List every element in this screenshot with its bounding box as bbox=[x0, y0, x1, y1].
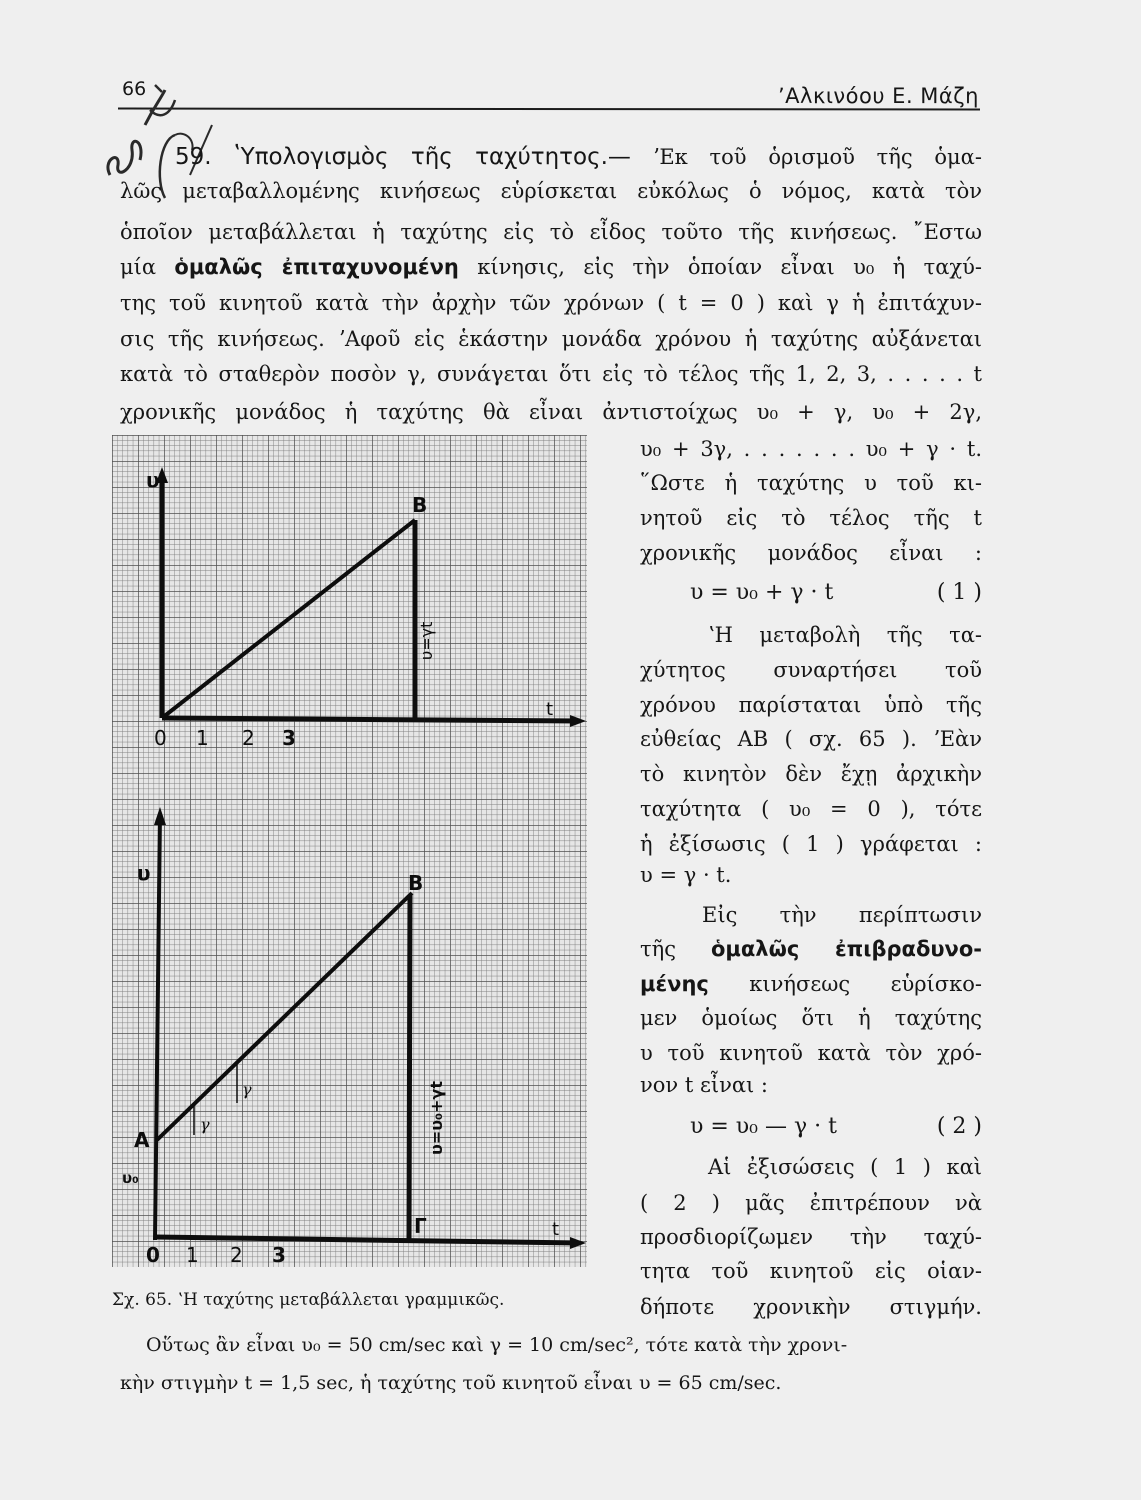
lower-step-label-1: γ bbox=[200, 1115, 210, 1134]
lower-intercept-label: υ₀ bbox=[122, 1169, 139, 1187]
side-line: νον t εἶναι : bbox=[640, 1073, 769, 1097]
lower-step-label-2: γ bbox=[242, 1080, 252, 1099]
lower-tick-0: 0 bbox=[146, 1243, 160, 1267]
equation-1-number: ( 1 ) bbox=[936, 580, 982, 605]
equation-2-body: υ = υ₀ — γ · t bbox=[690, 1114, 837, 1139]
side-line: ( 2 ) μᾶς ἐπιτρέπουν νὰ bbox=[640, 1191, 982, 1215]
section-title: ʽΥπολογισμὸς τῆς ταχύτητος.— bbox=[233, 144, 631, 170]
side-line: ῞Ωστε ἡ ταχύτης υ τοῦ κι- bbox=[640, 471, 982, 495]
side-line: τητα τοῦ κινητοῦ εἰς οἱαν- bbox=[640, 1259, 982, 1283]
lower-point-a-label: A bbox=[134, 1128, 150, 1152]
equation-1-body: υ = υ₀ + γ · t bbox=[690, 580, 834, 605]
text-run: μία bbox=[120, 255, 175, 279]
equation-2-number: ( 2 ) bbox=[936, 1114, 982, 1139]
side-line: δήποτε χρονικὴν στιγμήν. bbox=[640, 1295, 982, 1319]
lower-point-gamma-label: Γ bbox=[414, 1214, 427, 1238]
side-line: χρόνου παρίσταται ὑπὸ τῆς bbox=[640, 693, 982, 717]
section-number: 59. bbox=[175, 144, 212, 170]
upper-x-axis-label: t bbox=[546, 699, 554, 720]
upper-tick-2: 2 bbox=[242, 726, 255, 750]
body-line: χρονικῆς μονάδος ἡ ταχύτης θὰ εἶναι ἀντιστοίχως υ₀ + γ, υ₀ + 2γ, bbox=[120, 400, 982, 424]
side-line: ἡ ἐξίσωσις ( 1 ) γράφεται : bbox=[640, 832, 982, 856]
lower-tick-2: 2 bbox=[230, 1243, 243, 1267]
equation-1 bbox=[640, 576, 982, 610]
bold-term-uniform-deceleration: ὁμαλῶς ἐπιβραδυνο- bbox=[711, 937, 982, 961]
lower-x-axis-label: t bbox=[552, 1219, 560, 1240]
bold-term-uniform-acceleration: ὁμαλῶς ἐπιταχυνομένη bbox=[174, 255, 459, 279]
side-line: εὐθείας AB ( σχ. 65 ). ʼΕὰν bbox=[640, 727, 982, 751]
body-line: λῶς μεταβαλλομένης κινήσεως εὑρίσκεται εὐκόλως ὁ νόμος, κατὰ τὸν bbox=[120, 179, 982, 203]
body-line: ὁποῖον μεταβάλλεται ἡ ταχύτης εἰς τὸ εἶδος τοῦτο τῆς κινήσεως. ῎Εστω bbox=[120, 220, 982, 244]
upper-y-axis-label: υ bbox=[146, 468, 160, 492]
upper-tick-0: 0 bbox=[154, 726, 167, 750]
lower-y-axis-label: υ bbox=[137, 861, 151, 885]
upper-tick-3: 3 bbox=[282, 726, 296, 750]
side-line: χύτητος συναρτήσει τοῦ bbox=[640, 658, 982, 682]
side-line: υ = γ · t. bbox=[640, 863, 732, 887]
upper-tick-1: 1 bbox=[196, 726, 209, 750]
lower-tick-1: 1 bbox=[186, 1243, 199, 1267]
body-line: σις τῆς κινήσεως. ʼΑφοῦ εἰς ἑκάστην μονάδα χρόνου ἡ ταχύτης αὐξάνεται bbox=[120, 327, 982, 351]
running-head-author: ʼΑλκινόου Ε. Μάζη bbox=[777, 84, 979, 108]
side-line: υ τοῦ κινητοῦ κατὰ τὸν χρό- bbox=[640, 1041, 982, 1065]
side-line: τὸ κινητὸν δὲν ἔχῃ ἀρχικὴν bbox=[640, 762, 982, 786]
side-line bbox=[640, 967, 982, 1001]
closing-line: κὴν στιγμὴν t = 1,5 sec, ἡ ταχύτης τοῦ κινητοῦ εἶναι υ = 65 cm/sec. bbox=[120, 1372, 782, 1394]
side-line: νητοῦ εἰς τὸ τέλος τῆς t bbox=[640, 506, 982, 530]
figure-65-graph-paper bbox=[112, 435, 587, 1267]
closing-line: Οὕτως ἂν εἶναι υ₀ = 50 cm/sec καὶ γ = 10 cm/sec², τότε κατὰ τὴν χρονι- bbox=[146, 1334, 848, 1356]
page-number: 66 bbox=[122, 78, 147, 100]
side-line: Αἱ ἐξισώσεις ( 1 ) καὶ bbox=[708, 1155, 982, 1179]
equation-2 bbox=[640, 1110, 982, 1144]
lower-point-b-label: B bbox=[408, 871, 424, 895]
body-line: της τοῦ κινητοῦ κατὰ τὴν ἀρχὴν τῶν χρόνων ( t = 0 ) καὶ γ ἡ ἐπιτάχυν- bbox=[120, 291, 982, 315]
figure-caption: Σχ. 65. ʽΗ ταχύτης μεταβάλλεται γραμμικῶς. bbox=[112, 1290, 505, 1310]
body-text: ʼΕκ τοῦ ὁρισμοῦ τῆς ὁμα- bbox=[652, 145, 982, 169]
side-line: μεν ὁμοίως ὅτι ἡ ταχύτης bbox=[640, 1006, 982, 1030]
side-line: Εἰς τὴν περίπτωσιν bbox=[702, 903, 982, 927]
header-rule bbox=[118, 108, 980, 111]
side-line: ταχύτητα ( υ₀ = 0 ), τότε bbox=[640, 797, 982, 821]
text-run: τῆς bbox=[640, 937, 711, 961]
side-line: υ₀ + 3γ, . . . . . . . υ₀ + γ · t. bbox=[640, 437, 982, 461]
side-line bbox=[640, 932, 982, 966]
text-run: κίνησις, εἰς τὴν ὁποίαν εἶναι υ₀ ἡ ταχύ- bbox=[458, 255, 982, 279]
upper-point-b-label: B bbox=[412, 493, 428, 517]
side-line: χρονικῆς μονάδος εἶναι : bbox=[640, 541, 982, 565]
section-heading-line bbox=[120, 140, 982, 174]
text-run: κινήσεως εὑρίσκο- bbox=[708, 972, 982, 996]
side-line: προσδιορίζωμεν τὴν ταχύ- bbox=[640, 1225, 982, 1249]
lower-vertical-label: υ=υ₀+γt bbox=[427, 1081, 446, 1155]
bold-term-continuation: μένης bbox=[640, 972, 709, 996]
lower-tick-3: 3 bbox=[272, 1243, 286, 1267]
upper-vertical-label: υ=γt bbox=[417, 621, 436, 660]
body-line bbox=[120, 250, 982, 284]
side-line: ʽΗ μεταβολὴ τῆς τα- bbox=[708, 623, 982, 647]
body-line: κατὰ τὸ σταθερὸν ποσὸν γ, συνάγεται ὅτι εἰς τὸ τέλος τῆς 1, 2, 3, . . . . . t bbox=[120, 362, 982, 386]
